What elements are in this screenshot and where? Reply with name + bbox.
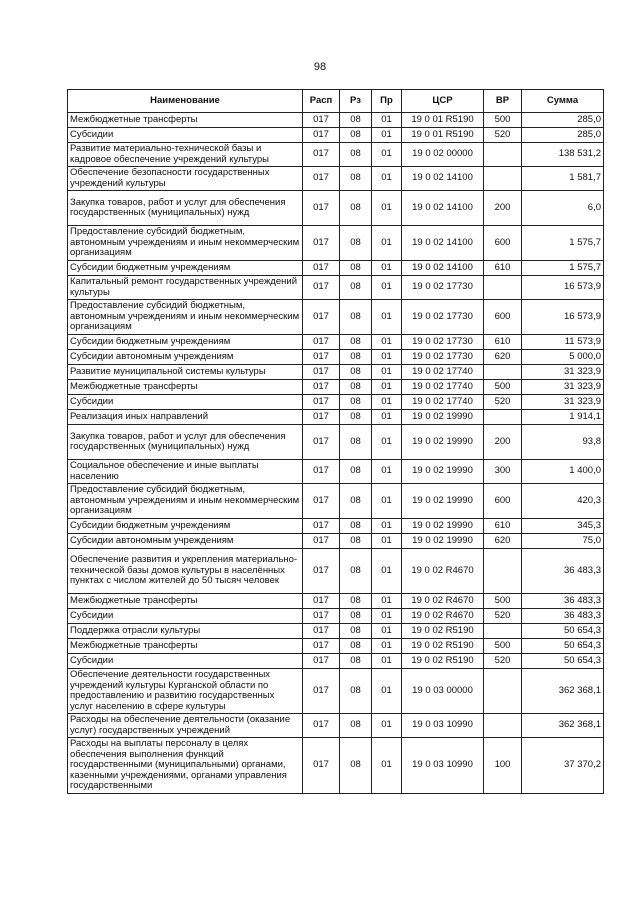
- cell-csr: 19 0 02 R4670: [402, 549, 484, 594]
- cell-csr: 19 0 02 R4670: [402, 594, 484, 609]
- cell-rasp: 017: [303, 276, 340, 300]
- cell-rasp: 017: [303, 261, 340, 276]
- table-row: [68, 143, 604, 167]
- header-name: Наименование: [68, 90, 303, 113]
- table-row: [68, 609, 604, 624]
- table-row: [68, 669, 604, 714]
- cell-name: Обеспечение безопасности государственных учреждений культуры: [68, 167, 303, 191]
- cell-sum: 50 654,3: [522, 624, 604, 639]
- cell-pr: 01: [372, 128, 402, 143]
- cell-sum: 50 654,3: [522, 654, 604, 669]
- cell-sum: 16 573,9: [522, 276, 604, 300]
- cell-rasp: 017: [303, 128, 340, 143]
- header-pr: Пр: [372, 90, 402, 113]
- header-vr: ВР: [484, 90, 522, 113]
- cell-rz: 08: [340, 714, 372, 738]
- cell-pr: 01: [372, 113, 402, 128]
- cell-pr: 01: [372, 460, 402, 484]
- cell-name: Обеспечение развития и укрепления материально-технической базы домов культуры в населённых пунктах с числом жителей до 50 тысяч человек: [68, 549, 303, 594]
- cell-pr: 01: [372, 669, 402, 714]
- cell-pr: 01: [372, 143, 402, 167]
- budget-table: [67, 89, 604, 794]
- cell-vr: [484, 669, 522, 714]
- cell-pr: 01: [372, 534, 402, 549]
- cell-csr: 19 0 02 14100: [402, 167, 484, 191]
- cell-name: Субсидии бюджетным учреждениям: [68, 261, 303, 276]
- table-row: [68, 484, 604, 519]
- cell-rasp: 017: [303, 669, 340, 714]
- cell-rasp: 017: [303, 594, 340, 609]
- cell-vr: [484, 143, 522, 167]
- cell-name: Межбюджетные трансферты: [68, 380, 303, 395]
- cell-rasp: 017: [303, 639, 340, 654]
- cell-rasp: 017: [303, 460, 340, 484]
- table-row: [68, 350, 604, 365]
- cell-sum: 36 483,3: [522, 549, 604, 594]
- table-row: [68, 639, 604, 654]
- cell-rasp: 017: [303, 549, 340, 594]
- table-row: [68, 410, 604, 425]
- cell-pr: 01: [372, 226, 402, 261]
- cell-vr: [484, 410, 522, 425]
- cell-rasp: 017: [303, 714, 340, 738]
- cell-name: Межбюджетные трансферты: [68, 639, 303, 654]
- cell-csr: 19 0 02 19990: [402, 410, 484, 425]
- cell-csr: 19 0 02 19990: [402, 484, 484, 519]
- cell-sum: 362 368,1: [522, 669, 604, 714]
- header-rasp: Расп: [303, 90, 340, 113]
- cell-pr: 01: [372, 191, 402, 226]
- cell-pr: 01: [372, 519, 402, 534]
- cell-sum: 31 323,9: [522, 395, 604, 410]
- cell-csr: 19 0 03 10990: [402, 738, 484, 794]
- cell-pr: 01: [372, 549, 402, 594]
- cell-rasp: 017: [303, 609, 340, 624]
- cell-sum: 36 483,3: [522, 594, 604, 609]
- cell-rasp: 017: [303, 167, 340, 191]
- cell-sum: 1 581,7: [522, 167, 604, 191]
- cell-rz: 08: [340, 167, 372, 191]
- cell-vr: 500: [484, 594, 522, 609]
- cell-sum: 1 400,0: [522, 460, 604, 484]
- cell-sum: 5 000,0: [522, 350, 604, 365]
- cell-csr: 19 0 02 17740: [402, 365, 484, 380]
- cell-vr: [484, 365, 522, 380]
- page-number: 98: [313, 61, 327, 73]
- cell-rasp: 017: [303, 654, 340, 669]
- cell-pr: 01: [372, 380, 402, 395]
- cell-vr: 520: [484, 128, 522, 143]
- cell-rasp: 017: [303, 738, 340, 794]
- cell-rasp: 017: [303, 191, 340, 226]
- cell-pr: 01: [372, 624, 402, 639]
- cell-rasp: 017: [303, 143, 340, 167]
- table-header-row: [68, 90, 604, 113]
- cell-rz: 08: [340, 335, 372, 350]
- table-row: [68, 738, 604, 794]
- cell-name: Субсидии бюджетным учреждениям: [68, 519, 303, 534]
- table-row: [68, 594, 604, 609]
- cell-sum: 31 323,9: [522, 365, 604, 380]
- cell-sum: 6,0: [522, 191, 604, 226]
- cell-vr: 610: [484, 261, 522, 276]
- table-row: [68, 549, 604, 594]
- table-row: [68, 534, 604, 549]
- table-row: [68, 395, 604, 410]
- table-row: [68, 261, 604, 276]
- table-row: [68, 335, 604, 350]
- cell-rasp: 017: [303, 519, 340, 534]
- cell-pr: 01: [372, 365, 402, 380]
- table-row: [68, 624, 604, 639]
- cell-rasp: 017: [303, 380, 340, 395]
- cell-rz: 08: [340, 410, 372, 425]
- cell-rz: 08: [340, 738, 372, 794]
- cell-rz: 08: [340, 143, 372, 167]
- cell-sum: 37 370,2: [522, 738, 604, 794]
- cell-rz: 08: [340, 261, 372, 276]
- cell-csr: 19 0 02 17730: [402, 276, 484, 300]
- cell-name: Предоставление субсидий бюджетным, автономным учреждениям и иным некоммерческим организациям: [68, 484, 303, 519]
- cell-sum: 420,3: [522, 484, 604, 519]
- cell-csr: 19 0 03 00000: [402, 669, 484, 714]
- table-row: [68, 276, 604, 300]
- cell-rasp: 017: [303, 365, 340, 380]
- table-row: [68, 167, 604, 191]
- cell-vr: 610: [484, 335, 522, 350]
- cell-rz: 08: [340, 669, 372, 714]
- cell-csr: 19 0 02 17730: [402, 300, 484, 335]
- cell-vr: 610: [484, 519, 522, 534]
- cell-csr: 19 0 02 19990: [402, 534, 484, 549]
- cell-rz: 08: [340, 549, 372, 594]
- cell-rz: 08: [340, 350, 372, 365]
- cell-pr: 01: [372, 395, 402, 410]
- cell-pr: 01: [372, 335, 402, 350]
- cell-pr: 01: [372, 300, 402, 335]
- cell-rz: 08: [340, 460, 372, 484]
- cell-rz: 08: [340, 380, 372, 395]
- table-row: [68, 425, 604, 460]
- cell-sum: 1 914,1: [522, 410, 604, 425]
- table-row: [68, 460, 604, 484]
- cell-name: Закупка товаров, работ и услуг для обеспечения государственных (муниципальных) нужд: [68, 191, 303, 226]
- cell-pr: 01: [372, 410, 402, 425]
- cell-rasp: 017: [303, 395, 340, 410]
- cell-name: Предоставление субсидий бюджетным, автономным учреждениям и иным некоммерческим организациям: [68, 226, 303, 261]
- cell-rz: 08: [340, 594, 372, 609]
- cell-rz: 08: [340, 484, 372, 519]
- cell-csr: 19 0 02 19990: [402, 460, 484, 484]
- cell-name: Развитие материально-технической базы и кадровое обеспечение учреждений культуры: [68, 143, 303, 167]
- cell-rz: 08: [340, 654, 372, 669]
- cell-csr: 19 0 02 R5190: [402, 624, 484, 639]
- cell-name: Капитальный ремонт государственных учреждений культуры: [68, 276, 303, 300]
- cell-csr: 19 0 02 14100: [402, 261, 484, 276]
- table-row: [68, 519, 604, 534]
- cell-rasp: 017: [303, 226, 340, 261]
- cell-rz: 08: [340, 128, 372, 143]
- cell-csr: 19 0 02 00000: [402, 143, 484, 167]
- cell-vr: 620: [484, 350, 522, 365]
- cell-csr: 19 0 02 19990: [402, 425, 484, 460]
- header-rz: Рз: [340, 90, 372, 113]
- cell-vr: [484, 549, 522, 594]
- cell-rasp: 017: [303, 113, 340, 128]
- cell-vr: [484, 624, 522, 639]
- cell-rz: 08: [340, 113, 372, 128]
- cell-rz: 08: [340, 534, 372, 549]
- cell-vr: 200: [484, 425, 522, 460]
- cell-name: Субсидии автономным учреждениям: [68, 350, 303, 365]
- cell-pr: 01: [372, 594, 402, 609]
- cell-vr: 520: [484, 609, 522, 624]
- table-row: [68, 128, 604, 143]
- cell-rz: 08: [340, 365, 372, 380]
- cell-pr: 01: [372, 738, 402, 794]
- cell-rasp: 017: [303, 335, 340, 350]
- cell-sum: 36 483,3: [522, 609, 604, 624]
- cell-rz: 08: [340, 276, 372, 300]
- cell-vr: [484, 276, 522, 300]
- cell-sum: 1 575,7: [522, 261, 604, 276]
- cell-csr: 19 0 02 14100: [402, 191, 484, 226]
- cell-pr: 01: [372, 350, 402, 365]
- cell-rasp: 017: [303, 534, 340, 549]
- cell-sum: 345,3: [522, 519, 604, 534]
- header-sum: Сумма: [522, 90, 604, 113]
- cell-rz: 08: [340, 425, 372, 460]
- cell-csr: 19 0 01 R5190: [402, 128, 484, 143]
- cell-name: Социальное обеспечение и иные выплаты населению: [68, 460, 303, 484]
- cell-name: Предоставление субсидий бюджетным, автономным учреждениям и иным некоммерческим организациям: [68, 300, 303, 335]
- cell-vr: 520: [484, 395, 522, 410]
- cell-name: Закупка товаров, работ и услуг для обеспечения государственных (муниципальных) нужд: [68, 425, 303, 460]
- cell-vr: 600: [484, 300, 522, 335]
- cell-vr: 200: [484, 191, 522, 226]
- cell-rasp: 017: [303, 425, 340, 460]
- cell-vr: 100: [484, 738, 522, 794]
- table-row: [68, 714, 604, 738]
- cell-rasp: 017: [303, 484, 340, 519]
- cell-rz: 08: [340, 300, 372, 335]
- cell-vr: 620: [484, 534, 522, 549]
- cell-csr: 19 0 02 R5190: [402, 639, 484, 654]
- table-row: [68, 380, 604, 395]
- cell-rasp: 017: [303, 410, 340, 425]
- cell-sum: 362 368,1: [522, 714, 604, 738]
- cell-pr: 01: [372, 484, 402, 519]
- cell-name: Реализация иных направлений: [68, 410, 303, 425]
- cell-csr: 19 0 02 R5190: [402, 654, 484, 669]
- cell-name: Расходы на выплаты персоналу в целях обеспечения выполнения функций государственными (муниципальными) органами, казенными учреждениями, органами управления государственными: [68, 738, 303, 794]
- cell-name: Поддержка отрасли культуры: [68, 624, 303, 639]
- cell-vr: 300: [484, 460, 522, 484]
- cell-rz: 08: [340, 519, 372, 534]
- cell-vr: 500: [484, 380, 522, 395]
- cell-sum: 138 531,2: [522, 143, 604, 167]
- cell-pr: 01: [372, 714, 402, 738]
- cell-name: Обеспечение деятельности государственных учреждений культуры Курганской области по предоставлению и развитию государственных услуг населению в сфере культуры: [68, 669, 303, 714]
- cell-sum: 285,0: [522, 128, 604, 143]
- cell-name: Межбюджетные трансферты: [68, 594, 303, 609]
- cell-sum: 31 323,9: [522, 380, 604, 395]
- cell-name: Субсидии: [68, 395, 303, 410]
- table-body: [68, 113, 604, 794]
- cell-rz: 08: [340, 191, 372, 226]
- cell-vr: [484, 167, 522, 191]
- table-row: [68, 300, 604, 335]
- table-row: [68, 113, 604, 128]
- table-row: [68, 365, 604, 380]
- cell-rz: 08: [340, 609, 372, 624]
- cell-pr: 01: [372, 654, 402, 669]
- cell-rasp: 017: [303, 624, 340, 639]
- cell-rz: 08: [340, 395, 372, 410]
- cell-csr: 19 0 02 17740: [402, 380, 484, 395]
- cell-sum: 50 654,3: [522, 639, 604, 654]
- cell-csr: 19 0 02 19990: [402, 519, 484, 534]
- cell-csr: 19 0 02 14100: [402, 226, 484, 261]
- cell-vr: 600: [484, 484, 522, 519]
- cell-vr: 520: [484, 654, 522, 669]
- cell-name: Межбюджетные трансферты: [68, 113, 303, 128]
- cell-csr: 19 0 03 10990: [402, 714, 484, 738]
- cell-pr: 01: [372, 276, 402, 300]
- cell-csr: 19 0 02 17730: [402, 335, 484, 350]
- cell-sum: 285,0: [522, 113, 604, 128]
- table-row: [68, 654, 604, 669]
- table-row: [68, 226, 604, 261]
- cell-sum: 1 575,7: [522, 226, 604, 261]
- cell-rasp: 017: [303, 350, 340, 365]
- cell-name: Субсидии: [68, 654, 303, 669]
- cell-rz: 08: [340, 226, 372, 261]
- cell-csr: 19 0 02 R4670: [402, 609, 484, 624]
- cell-vr: 500: [484, 639, 522, 654]
- cell-csr: 19 0 01 R5190: [402, 113, 484, 128]
- cell-pr: 01: [372, 639, 402, 654]
- cell-vr: [484, 714, 522, 738]
- cell-vr: 600: [484, 226, 522, 261]
- cell-name: Субсидии: [68, 609, 303, 624]
- header-csr: ЦСР: [402, 90, 484, 113]
- cell-pr: 01: [372, 425, 402, 460]
- cell-csr: 19 0 02 17730: [402, 350, 484, 365]
- cell-sum: 16 573,9: [522, 300, 604, 335]
- cell-csr: 19 0 02 17740: [402, 395, 484, 410]
- cell-name: Субсидии бюджетным учреждениям: [68, 335, 303, 350]
- cell-rz: 08: [340, 624, 372, 639]
- cell-rz: 08: [340, 639, 372, 654]
- cell-pr: 01: [372, 167, 402, 191]
- table-row: [68, 191, 604, 226]
- cell-sum: 11 573,9: [522, 335, 604, 350]
- cell-name: Субсидии: [68, 128, 303, 143]
- cell-rasp: 017: [303, 300, 340, 335]
- cell-name: Субсидии автономным учреждениям: [68, 534, 303, 549]
- cell-name: Расходы на обеспечение деятельности (оказание услуг) государственных учреждений: [68, 714, 303, 738]
- cell-vr: 500: [484, 113, 522, 128]
- cell-pr: 01: [372, 609, 402, 624]
- cell-sum: 75,0: [522, 534, 604, 549]
- cell-sum: 93,8: [522, 425, 604, 460]
- cell-pr: 01: [372, 261, 402, 276]
- cell-name: Развитие муниципальной системы культуры: [68, 365, 303, 380]
